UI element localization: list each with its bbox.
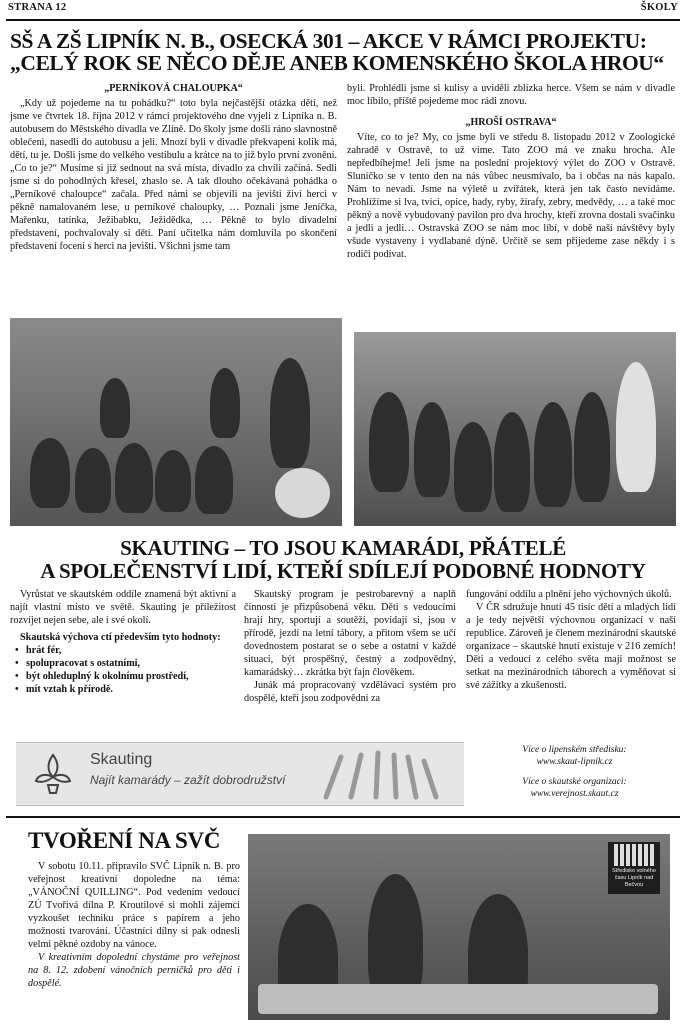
header-rule [6,19,680,21]
lily-icon [30,751,76,797]
svc-logo [608,842,660,894]
link-verejnost-skaut[interactable]: www.verejnost.skaut.cz [530,789,619,799]
zoo-photo [354,332,676,526]
article1-col2-top: byli. Prohlédli jsme si kulisy a uviděli zblízka herce. Všem se nám v divadle moc líbilo, příště pojedeme moc rádi znovu. [347,83,675,107]
article3-title: TVOŘENÍ NA SVČ [28,828,221,853]
page-header [8,2,678,18]
article1-column2 [347,82,675,316]
article1-column1 [10,82,337,316]
article2-column2 [244,588,456,738]
article1-col1-text: „Kdy už pojedeme na tu pohádku?“ toto byla nejčastější otázka dětí, než jsme ve čtvrtek 18. října 2012 v rámci projektového dne vyjeli z Lipníka n. B. autobusem do Městského divadla ve Zlíně. Do školy jsme došli ráno slavnostně oblečeni, nasedli do autobusu a jeli. Mnozí byli v divadle překvapeni kolik má, dětí, tu je. Došli jsme do velkého vestibulu a krátce na to již bylo první zvonění. „Co to je?“ Musíme si již sednout na svá místa, divadlo za chvíli začíná. Sedli jsme si do pohodlných křesel, zhaslo se. A tak dlouho očekávaná pohádka o „Perníkové chaloupce“ začala. Před námi se objevili na jevišti živí herci v pěkně namalovaném lese, u perníkové chaloupky, … Poznali jsme Jeníčka, Mařenku, tatínka, Ježibabku, Ježidědka, … Pěkně to bylo divadelní představení, pochvalovaly si děti. Paní učitelka nám domluvila po skončení představení focení s herci na jevišti. Všichni jsme tam [10,98,337,252]
list-item: • hrát fér, [10,644,236,657]
castle-icon [614,844,654,866]
svc-photo [248,834,670,1020]
banner-slogan: Najít kamarády – zažít dobrodružství [90,773,286,787]
article3-text-column [28,860,240,1020]
subheading-hrosi: „HROŠÍ OSTRAVA“ [465,117,557,128]
subheading-pernikova: „PERNÍKOVÁ CHALOUPKA“ [104,83,243,94]
link1-label: Více o lipenském středisku: [522,745,627,755]
list-item: • spolupracovat s ostatními, [10,657,236,670]
article2-col2-text: Skautský program je pestrobarevný a naplň činností je přizpůsobená věku. Děti s vedoucími hrají hry, sportují a soutěží, povídají si, jsou v přírodě, jezdí na letní tábory, a přitom všem se učí dovednostem postarat se o sebe a ostatní v každé situaci, být prospěšný, čestný a zodpovědný, kamarádský… zkrátka být fajn člověkem. [244,589,456,678]
article2-title-line1: SKAUTING – TO JSOU KAMARÁDI, PŘÁTELÉ [120,536,566,560]
svc-logo-text: Středisko volného času Lipník nad Bečvou [612,868,656,888]
link-skaut-lipnik[interactable]: www.skaut-lipnik.cz [536,757,613,767]
banner-name: Skauting [90,751,153,768]
article3-text: V sobotu 10.11. připravilo SVČ Lipník n. B. pro veřejnost kreativní dopoledne na téma: „VÁNOČNÍ QUILLING“. Pod vedením vedoucí ZÚ Tvořivá dílna P. Kroutilové si mohli zájemci vyzkoušet techniku práce s papírem a jeho možnosti tvarování. Účastníci dílny si pak odnesli velmi pěkné ozdoby na vánoce. [28,861,240,950]
article2-col3-text: V ČR sdružuje hnutí 45 tisíc dětí a mladých lidí a je tedy největší výchovnou organizací v naší republice. Zároveň je členem mezinárodní skautské organizace – skautské hnutí existuje v 216 zemích! Děti a vedoucí z celého světa mají možnost se setkat na mezinárodních táborech a vyměňovat si své zážitky a zkušenosti. [466,602,676,691]
article2-title-line2: A SPOLEČENSTVÍ LIDÍ, KTEŘÍ SDÍLEJÍ PODOBNÉ HODNOTY [40,559,646,583]
article2-col1-lead: Skautská výchova ctí především tyto hodnoty: [20,632,221,643]
values-list [10,644,236,696]
section-rule [6,816,680,818]
link2-label: Více o skautské organizaci: [522,777,627,787]
article2-column1 [10,588,236,738]
section-name: ŠKOLY [640,2,678,13]
theatre-photo [10,318,342,526]
article3-text2: V kreativním dopolední chystáme pro veřejnost na 8. 12. zdobení vánočních perníčků pro děti i dospělé. [28,952,240,989]
skauting-banner [16,742,464,806]
article1-title-line1: SŠ A ZŠ LIPNÍK N. B., OSECKÁ 301 – AKCE V RÁMCI PROJEKTU: [10,29,647,53]
page-number: STRANA 12 [8,2,67,13]
hands-graphic [316,747,456,801]
list-item: • být ohleduplný k okolnímu prostředí, [10,670,236,683]
article1-col2-text: Víte, co to je? My, co jsme byli ve středu 8. listopadu 2012 v Zoologické zahradě v Ostravě, to už víme. Tato ZOO má ve znaku hrocha. Ale nepředbíhejme! Jeli jsme na poslední projektový výlet do ZOO v Ostravě. Sluníčko se v tento den na nás vůbec neusmívalo, ba i občas na nás kapalo. Nám to nevadí. Jsme na výletě u zvířátek, která jen tak často nevídáme. Prohlížíme si lva, tvíci, opice, hady, ryby, žirafy, zebry, medvědy, … a také moc pěkný a nově vybudovaný pavilon pro dva hrochy, kteří zrovna dostali svačinku a jedli a jedli… Ostravská ZOO se nám moc líbí, v době naší návštěvy byly všude vystaveny i vydlabané dýně. Určitě se sem přijedeme zase někdy i s rodiči podívat. [347,132,675,260]
article2-column3 [466,588,676,738]
skaut-links [472,744,677,800]
article1-title-line2: „CELÝ ROK SE NĚCO DĚJE ANEB KOMENSKÉHO ŠKOLA HROU“ [10,51,664,75]
article2-title [0,537,686,583]
article1-title [10,30,678,74]
article2-col3-top: fungování oddílu a plnění jeho výchovných úkolů. [466,589,672,600]
article2-col1-text: Vyrůstat ve skautském oddíle znamená být aktivní a najít vlastní místo ve světě. Skauting je příležitost rozvíjet nejen sebe, ale i své okolí. [10,589,236,626]
list-item: • mít vztah k přírodě. [10,683,236,696]
article2-col2-text2: Junák má propracovaný vzdělávací systém pro dospělé, kteří jsou zodpovědní za [244,680,456,704]
